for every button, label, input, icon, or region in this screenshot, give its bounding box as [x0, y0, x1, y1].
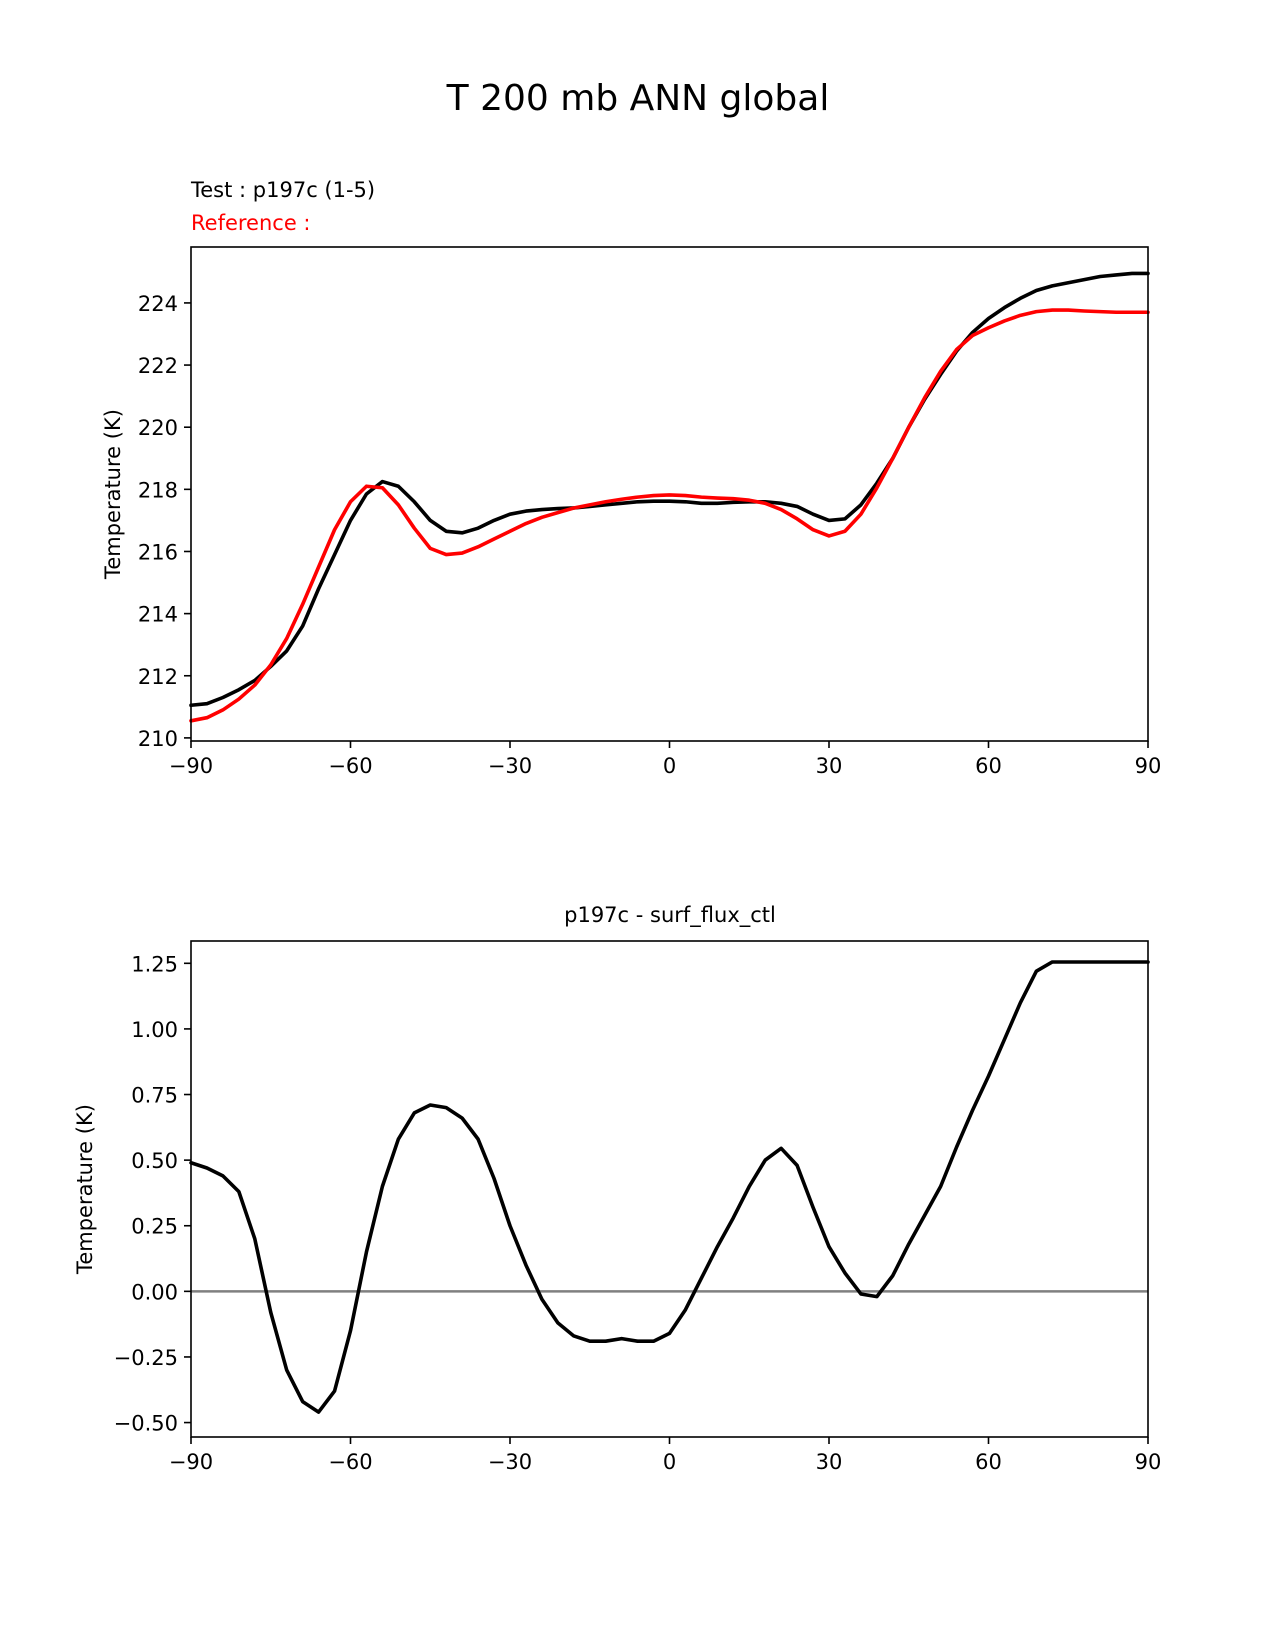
- chart-temperature-profile: [101, 178, 1161, 778]
- x-tick-label: 30: [815, 754, 843, 778]
- series-line-0: [191, 273, 1148, 705]
- x-tick-label: −30: [487, 754, 533, 778]
- y-tick-label: 0.25: [131, 1214, 178, 1239]
- y-tick-label: 222: [137, 354, 178, 379]
- chart-difference: [73, 903, 1161, 1474]
- plot-frame: [191, 941, 1148, 1437]
- y-tick-label: 0.75: [131, 1083, 178, 1108]
- x-tick-label: 0: [662, 1450, 677, 1474]
- x-tick-label: −60: [328, 754, 373, 778]
- x-tick-label: 30: [815, 1450, 843, 1474]
- x-tick-label: −90: [168, 1450, 214, 1474]
- y-tick-label: 210: [137, 726, 178, 751]
- y-tick-label: 0.50: [131, 1149, 178, 1174]
- y-tick-label: 214: [137, 602, 178, 627]
- difference-title: p197c - surf_flux_ctl: [564, 903, 776, 927]
- y-tick-label: 224: [137, 291, 178, 316]
- figure-title: T 200 mb ANN global: [446, 78, 830, 119]
- x-tick-label: 60: [975, 1450, 1002, 1474]
- y-tick-label: −0.50: [113, 1411, 178, 1436]
- y-tick-label: 220: [137, 416, 178, 441]
- x-tick-label: −30: [487, 1450, 533, 1474]
- y-tick-label: 0.00: [131, 1280, 178, 1305]
- y-tick-label: −0.25: [113, 1345, 178, 1370]
- y-tick-label: 1.25: [131, 952, 178, 977]
- x-tick-label: 0: [662, 754, 677, 778]
- y-tick-label: 212: [137, 664, 178, 689]
- y-tick-label: 1.00: [131, 1017, 178, 1042]
- x-tick-label: 90: [1134, 754, 1162, 778]
- series-line-0: [191, 962, 1148, 1412]
- x-tick-label: −60: [328, 1450, 373, 1474]
- reference-title: Reference :: [191, 211, 311, 235]
- y-tick-label: 218: [137, 478, 178, 503]
- y-axis-label: Temperature (K): [101, 409, 125, 579]
- x-tick-label: 90: [1134, 1450, 1162, 1474]
- test-title: Test : p197c (1-5): [191, 178, 376, 202]
- y-tick-label: 216: [137, 540, 178, 565]
- x-tick-label: −90: [168, 754, 214, 778]
- series-line-1: [191, 310, 1148, 721]
- x-tick-label: 60: [975, 754, 1002, 778]
- y-axis-label: Temperature (K): [73, 1104, 97, 1274]
